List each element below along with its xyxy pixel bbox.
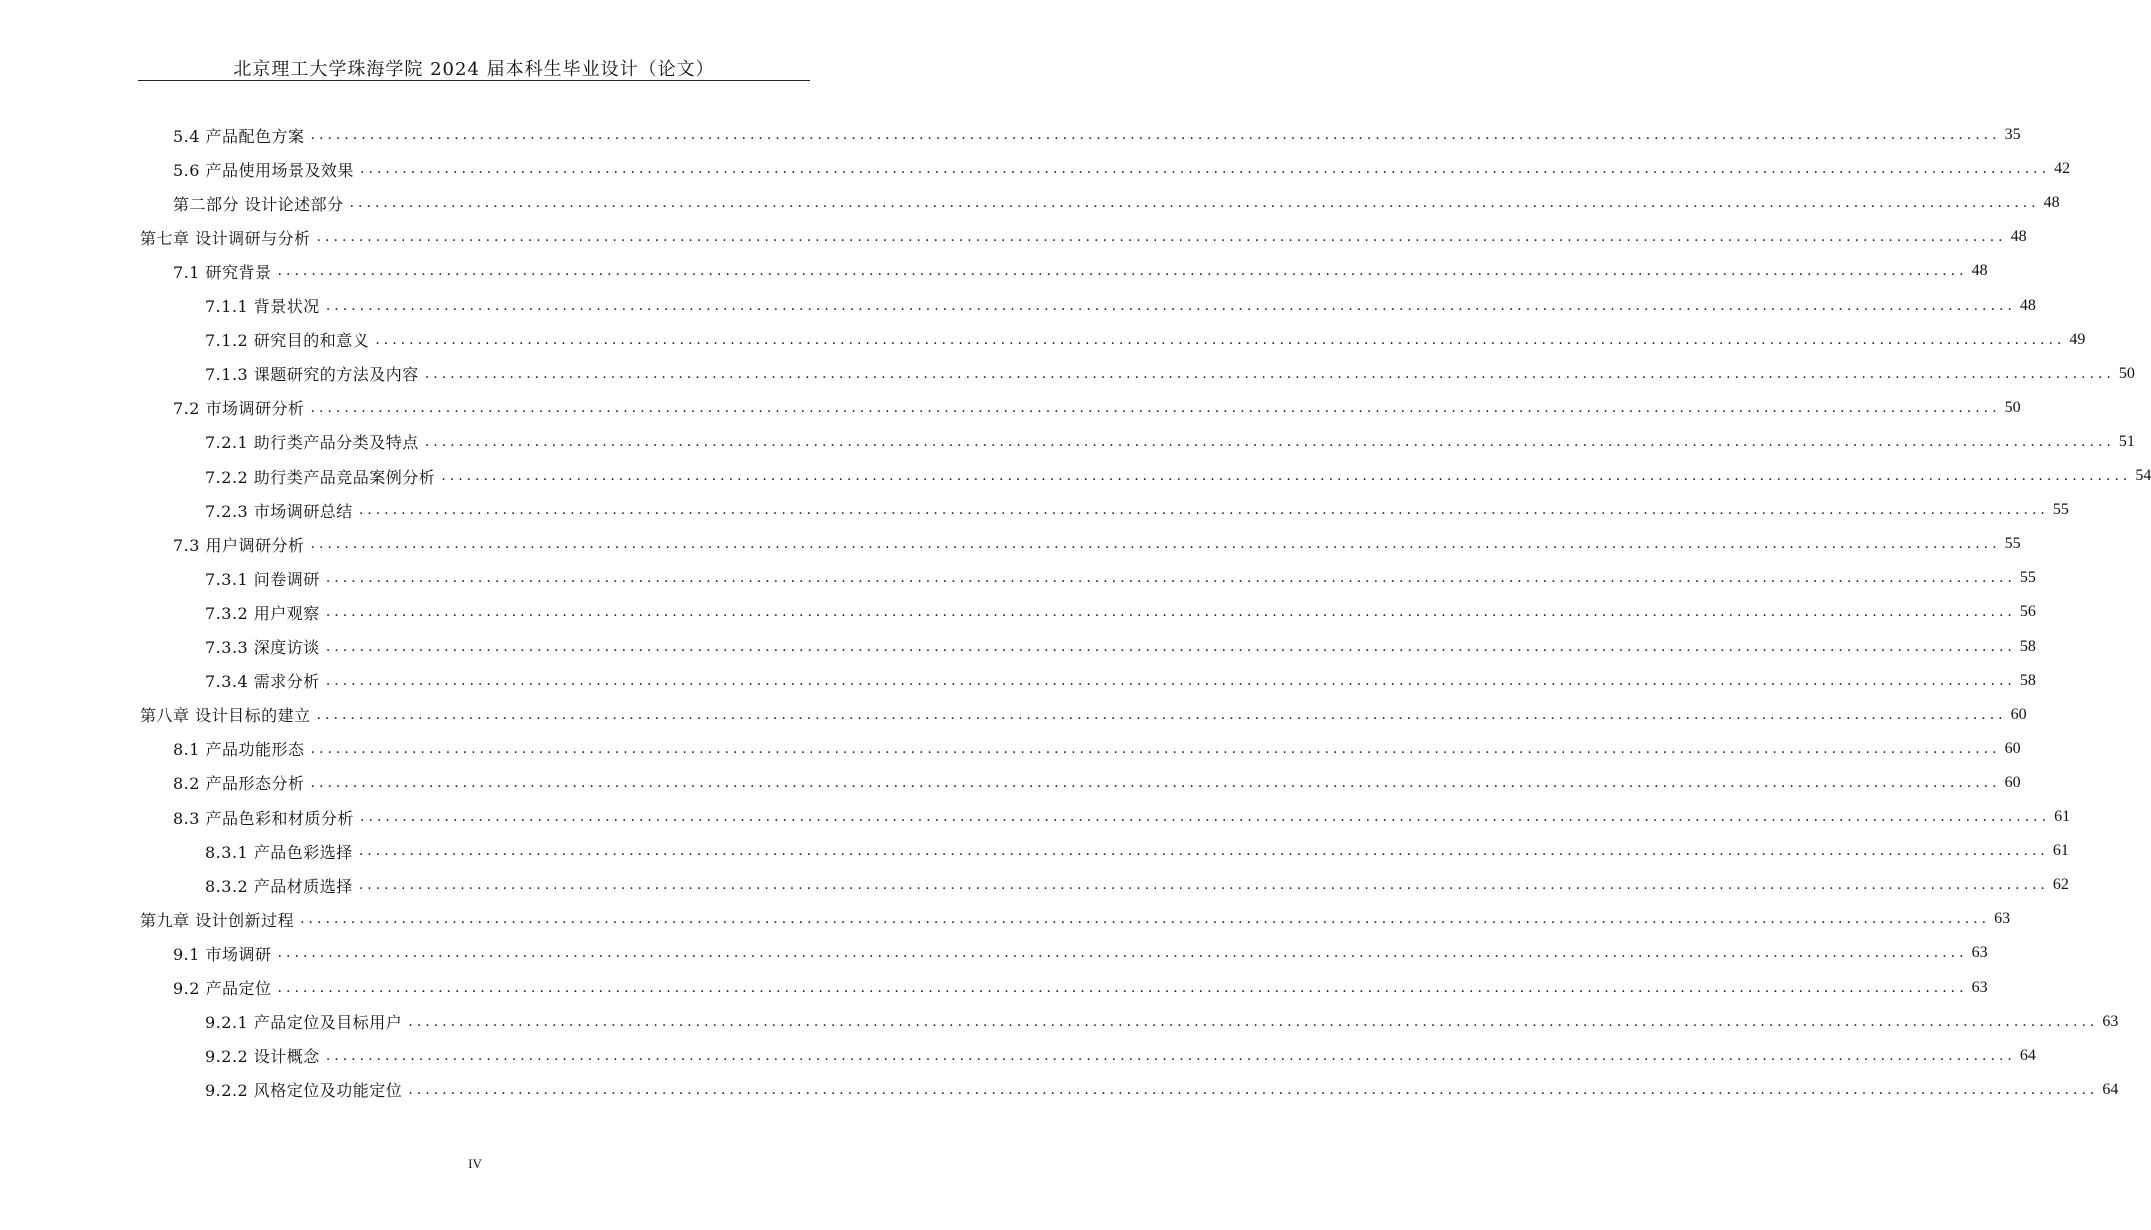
page-header: 北京理工大学珠海学院 2024 届本科生毕业设计（论文） (233, 59, 715, 80)
toc-entry-page: 60 (2004, 739, 2021, 757)
toc-entry-title: 9.2.2 设计概念 (205, 1047, 320, 1067)
toc-entry-title: 7.1.1 背景状况 (205, 297, 320, 316)
toc-leader-dots: ........................................................................................................................................................................................................ (325, 1047, 2016, 1064)
toc-leader-dots: ........................................................................................................................................................................................................ (277, 979, 1968, 996)
toc-entry-title: 7.3.1 问卷调研 (205, 569, 320, 589)
toc-entry[interactable] (173, 152, 2071, 186)
toc-entry-title: 9.2.1 产品定位及目标用户 (205, 1013, 403, 1033)
toc-leader-dots: ........................................................................................................................................................................................................ (325, 297, 2016, 314)
toc-entry[interactable] (205, 289, 2036, 323)
toc-leader-dots: ........................................................................................................................................................................................................ (424, 433, 2115, 450)
toc-entry[interactable] (205, 1073, 2119, 1107)
toc-entry-page: 63 (1994, 910, 2011, 928)
toc-entry[interactable] (205, 664, 2036, 698)
toc-entry-page: 48 (2043, 194, 2060, 212)
toc-entry-title: 5.6 产品使用场景及效果 (173, 160, 355, 180)
toc-leader-dots: ........................................................................................................................................................................................................ (349, 195, 2040, 212)
toc-leader-dots: ........................................................................................................................................................................................................ (325, 570, 2016, 587)
toc-leader-dots: ........................................................................................................................................................................................................ (360, 809, 2051, 825)
toc-entry[interactable] (205, 630, 2036, 664)
toc-entry-page: 48 (2010, 228, 2027, 246)
toc-entry-title: 5.4 产品配色方案 (173, 126, 305, 146)
toc-leader-dots: ........................................................................................................................................................................................................ (316, 229, 2007, 246)
toc-entry[interactable] (173, 936, 1988, 970)
toc-leader-dots: ........................................................................................................................................................................................................ (277, 263, 1968, 280)
toc-leader-dots: ........................................................................................................................................................................................................ (325, 604, 2016, 621)
toc-entry-title: 7.3 用户调研分析 (173, 535, 305, 555)
toc-entry-page: 42 (2054, 160, 2071, 178)
toc-entry-title: 8.3.2 产品材质选择 (205, 876, 353, 896)
toc-entry-title: 9.2.2 风格定位及功能定位 (205, 1081, 403, 1101)
toc-entry-title: 第二部分 设计论述部分 (173, 194, 344, 214)
toc-leader-dots: ........................................................................................................................................................................................................ (375, 331, 2066, 348)
toc-entry[interactable] (205, 357, 2135, 391)
toc-entry[interactable] (173, 732, 2021, 766)
toc-entry-title: 7.1.2 研究目的和意义 (205, 331, 370, 351)
toc-entry-page: 58 (2019, 637, 2036, 655)
toc-leader-dots: ........................................................................................................................................................................................................ (310, 127, 2001, 143)
toc-leader-dots: ........................................................................................................................................................................................................ (310, 774, 2001, 791)
toc-leader-dots: ........................................................................................................................................................................................................ (408, 1013, 2099, 1030)
toc-entry[interactable] (205, 868, 2069, 902)
toc-entry-page: 60 (2010, 705, 2027, 723)
toc-entry[interactable] (173, 254, 1988, 288)
toc-entry[interactable] (205, 834, 2069, 868)
toc-entry-page: 54 (2135, 467, 2151, 484)
toc-entry[interactable] (205, 425, 2135, 459)
toc-entry[interactable] (173, 527, 2021, 561)
toc-entry[interactable] (205, 561, 2036, 595)
toc-entry-page: 55 (2052, 501, 2069, 519)
toc-entry-page: 48 (2019, 296, 2036, 314)
toc-entry[interactable] (173, 800, 2071, 834)
toc-entry-title: 7.3.3 深度访谈 (205, 638, 320, 657)
toc-leader-dots: ........................................................................................................................................................................................................ (325, 638, 2016, 655)
toc-entry-page: 61 (2052, 842, 2069, 860)
toc-entry-page: 58 (2019, 671, 2036, 689)
toc-entry-page: 63 (1971, 944, 1988, 962)
toc-entry[interactable] (140, 220, 2027, 254)
toc-entry-title: 8.1 产品功能形态 (173, 740, 305, 760)
toc-leader-dots: ........................................................................................................................................................................................................ (358, 877, 2049, 894)
toc-leader-dots: ........................................................................................................................................................................................................ (310, 536, 2001, 553)
toc-leader-dots: ........................................................................................................................................................................................................ (360, 161, 2051, 178)
toc-entry-title: 7.1.3 课题研究的方法及内容 (205, 365, 419, 385)
toc-entry-title: 9.1 市场调研 (173, 944, 272, 964)
toc-entry-title: 第九章 设计创新过程 (140, 910, 295, 930)
toc-entry-page: 51 (2118, 432, 2135, 450)
toc-entry-title: 9.2 产品定位 (173, 979, 272, 998)
toc-leader-dots: ........................................................................................................................................................................................................ (310, 740, 2001, 757)
toc-entry-page: 64 (2102, 1080, 2119, 1098)
toc-entry-page: 56 (2019, 603, 2036, 621)
toc-leader-dots: ........................................................................................................................................................................................................ (441, 468, 2132, 484)
toc-entry-page: 35 (2004, 126, 2021, 143)
toc-entry-page: 62 (2052, 876, 2069, 894)
toc-entry-page: 55 (2004, 535, 2021, 553)
toc-entry-title: 7.2.1 助行类产品分类及特点 (205, 433, 419, 453)
toc-entry-page: 55 (2019, 569, 2036, 587)
toc-leader-dots: ........................................................................................................................................................................................................ (358, 843, 2049, 860)
toc-leader-dots: ........................................................................................................................................................................................................ (408, 1081, 2099, 1098)
toc-leader-dots: ........................................................................................................................................................................................................ (310, 399, 2001, 416)
toc-entry[interactable] (205, 493, 2069, 527)
toc-entry[interactable] (173, 186, 2060, 220)
toc-entry-title: 8.3 产品色彩和材质分析 (173, 808, 355, 828)
header-divider (138, 80, 810, 81)
toc-entry-title: 第七章 设计调研与分析 (140, 228, 311, 248)
toc-entry-page: 63 (1971, 978, 1988, 996)
toc-entry-title: 8.3.1 产品色彩选择 (205, 842, 353, 862)
toc-leader-dots: ........................................................................................................................................................................................................ (316, 706, 2007, 723)
toc-entry[interactable] (173, 971, 1988, 1005)
toc-leader-dots: ........................................................................................................................................................................................................ (300, 911, 1991, 928)
toc-entry[interactable] (173, 118, 2021, 152)
toc-leader-dots: ........................................................................................................................................................................................................ (358, 502, 2049, 519)
toc-entry-title: 7.3.4 需求分析 (205, 672, 320, 692)
page-number: IV (468, 1156, 482, 1171)
toc-entry[interactable] (205, 595, 2036, 629)
toc-entry[interactable] (205, 1039, 2036, 1073)
toc-leader-dots: ........................................................................................................................................................................................................ (424, 365, 2115, 382)
toc-entry-title: 7.2.2 助行类产品竞品案例分析 (205, 467, 436, 487)
toc-entry[interactable] (173, 391, 2021, 425)
toc-entry[interactable] (205, 323, 2086, 357)
toc-leader-dots: ........................................................................................................................................................................................................ (325, 672, 2016, 689)
toc-entry-page: 60 (2004, 773, 2021, 791)
toc-entry-title: 7.2.3 市场调研总结 (205, 501, 353, 521)
toc-entry-page: 49 (2069, 330, 2086, 348)
toc-entry-page: 50 (2118, 364, 2135, 382)
toc-entry[interactable] (205, 1005, 2119, 1039)
toc-entry-page: 61 (2054, 808, 2071, 825)
toc-entry-page: 64 (2019, 1046, 2036, 1064)
toc-entry-title: 第八章 设计目标的建立 (140, 706, 311, 726)
toc-entry[interactable] (205, 459, 2151, 493)
toc-entry-title: 7.2 市场调研分析 (173, 399, 305, 419)
toc-entry-page: 50 (2004, 398, 2021, 416)
toc-entry-title: 8.2 产品形态分析 (173, 774, 305, 794)
toc-entry-page: 63 (2102, 1012, 2119, 1030)
toc-entry-title: 7.3.2 用户观察 (205, 603, 320, 623)
toc-entry-page: 48 (1971, 262, 1988, 280)
toc-entry-title: 7.1 研究背景 (173, 262, 272, 282)
toc-entry[interactable] (173, 766, 2021, 800)
toc-leader-dots: ........................................................................................................................................................................................................ (277, 945, 1968, 962)
toc-entry[interactable] (140, 902, 2011, 936)
toc-entry[interactable] (140, 698, 2027, 732)
